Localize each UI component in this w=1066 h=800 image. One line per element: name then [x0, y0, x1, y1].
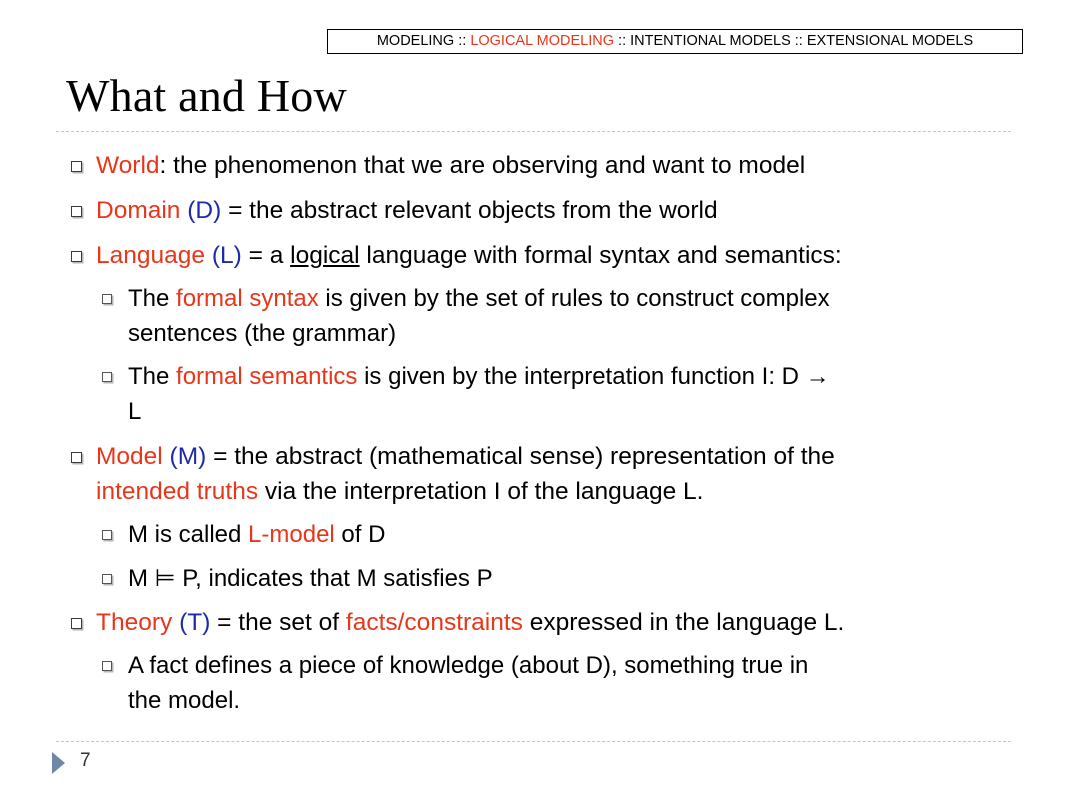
term-world: World — [96, 152, 160, 179]
page-number: 7 — [80, 750, 91, 771]
sub-bullet-satisfies — [128, 561, 493, 596]
symbol-language: (L) — [211, 242, 242, 269]
term-domain: Domain — [96, 197, 181, 224]
breadcrumb-separator: :: — [794, 33, 803, 49]
play-arrow-icon — [52, 752, 65, 774]
fact-definition-cont: the model. — [128, 687, 241, 714]
satisfies-text: M ⊨ P, indicates that M satisfies P — [128, 565, 493, 592]
fact-definition: A fact defines a piece of knowledge (about D), something true in — [128, 652, 809, 679]
domain-definition: = the abstract relevant objects from the world — [221, 197, 718, 224]
bullet-theory — [96, 605, 844, 640]
footer-divider — [56, 741, 1011, 742]
bullet-world — [96, 148, 805, 183]
bullet-model — [96, 439, 835, 509]
bullet-square-icon — [102, 661, 112, 671]
sub-bullet-l-model — [128, 517, 385, 552]
breadcrumb-item-intentional-models[interactable]: INTENTIONAL MODELS — [630, 33, 791, 49]
sub-bullet-formal-syntax — [128, 281, 830, 351]
bullet-square-icon — [102, 294, 112, 304]
term-theory: Theory — [96, 609, 173, 636]
theory-definition: expressed in the language L. — [522, 609, 845, 636]
symbol-theory: (T) — [179, 609, 211, 636]
bullet-square-icon — [71, 251, 82, 262]
sub-bullet-formal-semantics — [128, 359, 830, 429]
syntax-prefix: The — [128, 285, 177, 312]
symbol-model: (M) — [169, 443, 207, 470]
bullet-square-icon — [71, 618, 82, 629]
sub-bullet-fact — [128, 648, 808, 718]
semantics-definition-cont: L — [128, 398, 142, 425]
bullet-language — [96, 238, 842, 273]
bullet-square-icon — [71, 452, 82, 463]
bullet-square-icon — [102, 574, 112, 584]
lmodel-prefix: M is called — [128, 521, 249, 548]
term-model: Model — [96, 443, 163, 470]
term-language: Language — [96, 242, 206, 269]
breadcrumb-separator: :: — [618, 33, 627, 49]
model-definition-cont: via the interpretation I of the language L. — [258, 478, 704, 505]
model-definition: = the abstract (mathematical sense) representation of the — [206, 443, 835, 470]
breadcrumb-item-logical-modeling[interactable]: LOGICAL MODELING — [470, 33, 615, 49]
semantics-definition: is given by the interpretation function I: D → — [357, 363, 830, 390]
term-facts-constraints: facts/constraints — [345, 609, 523, 636]
lmodel-suffix: of D — [334, 521, 386, 548]
bullet-domain — [96, 193, 718, 228]
language-definition-prefix: = a — [241, 242, 291, 269]
term-formal-syntax: formal syntax — [176, 285, 319, 312]
bullet-square-icon — [102, 372, 112, 382]
slide-title: What and How — [66, 70, 347, 121]
world-definition: : the phenomenon that we are observing and want to model — [159, 152, 806, 179]
syntax-definition-cont: sentences (the grammar) — [128, 320, 397, 347]
underlined-logical: logical — [290, 242, 360, 269]
semantics-prefix: The — [128, 363, 177, 390]
term-intended-truths: intended truths — [96, 478, 259, 505]
symbol-domain: (D) — [187, 197, 222, 224]
breadcrumb-separator: :: — [458, 33, 467, 49]
term-l-model: L-model — [248, 521, 335, 548]
syntax-definition: is given by the set of rules to construct complex — [318, 285, 830, 312]
language-definition: language with formal syntax and semantics: — [359, 242, 842, 269]
breadcrumb-item-extensional-models[interactable]: EXTENSIONAL MODELS — [806, 33, 974, 49]
bullet-square-icon — [102, 530, 112, 540]
bullet-square-icon — [71, 161, 82, 172]
term-formal-semantics: formal semantics — [176, 363, 358, 390]
bullet-square-icon — [71, 206, 82, 217]
breadcrumb-item-modeling[interactable]: MODELING — [376, 33, 455, 49]
theory-definition-prefix: = the set of — [210, 609, 346, 636]
